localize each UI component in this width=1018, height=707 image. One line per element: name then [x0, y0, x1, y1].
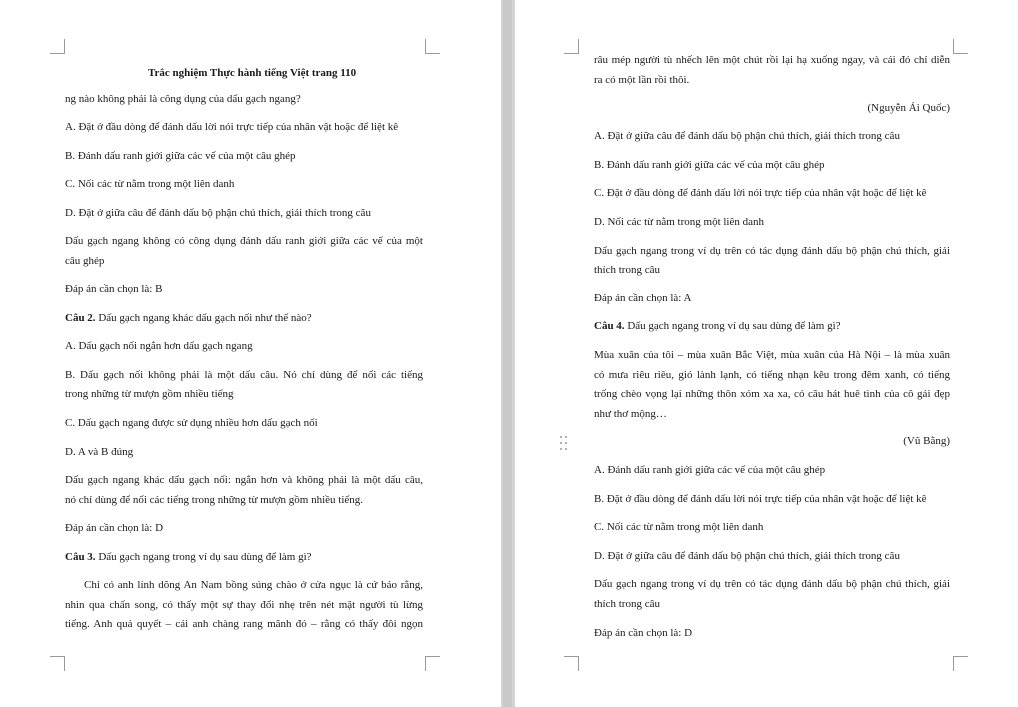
quote-line: ra có một lần rồi thôi. — [594, 74, 690, 86]
question-text: Dấu gạch ngang khác dấu gạch nối như thế nào? — [95, 312, 312, 324]
answer-option: trong những từ mượn gồm nhiều tiếng — [65, 388, 234, 400]
explanation-line: thích trong câu — [594, 598, 660, 610]
answer-key: Đáp án cần chọn là: B — [65, 283, 163, 295]
drag-handle-icon[interactable] — [560, 436, 570, 452]
explanation-line: Dấu gạch ngang khác dấu gạch nối: ngắn hơn và không phải là một dấu câu, — [65, 474, 423, 486]
question-line — [65, 548, 312, 567]
answer-option: A. Đánh dấu ranh giới giữa các vế của một câu ghép — [594, 464, 826, 476]
crop-mark-top-left — [564, 39, 579, 54]
question-number: Câu 4. — [594, 320, 625, 332]
question-line — [594, 317, 841, 336]
answer-option: B. Đánh dấu ranh giới giữa các vế của một câu ghép — [594, 159, 825, 171]
quote-author: (Vũ Bằng) — [903, 435, 950, 447]
answer-option: D. Nối các từ nằm trong một liên danh — [594, 216, 765, 228]
crop-mark-bottom-right — [953, 656, 968, 671]
quote-line: như thơ mộng… — [594, 408, 667, 420]
answer-option: D. Đặt ở giữa câu để đánh dấu bộ phận chú thích, giải thích trong câu — [65, 207, 371, 219]
answer-option: B. Đặt ở đầu dòng để đánh dấu lời nói trực tiếp của nhân vật hoặc để liệt kê — [594, 493, 927, 505]
answer-option: B. Dấu gạch nối không phải là một dấu câu. Nó chỉ dùng để nối các tiếng — [65, 369, 423, 381]
question-text: Dấu gạch ngang trong ví dụ sau dùng để làm gì? — [95, 551, 312, 563]
crop-mark-bottom-right — [425, 656, 440, 671]
quote-author: (Nguyễn Ái Quốc) — [867, 102, 950, 114]
quote-line: nhìn qua chấn song, có thấy một sự thay đổi nhẹ trên nét mặt người tù lừng — [65, 599, 423, 611]
quote-line: râu mép người tù nhếch lên một chút rồi lại hạ xuống ngay, và cái đó chỉ diễn — [594, 54, 950, 66]
answer-option: A. Dấu gạch nối ngắn hơn dấu gạch ngang — [65, 340, 253, 352]
explanation-line: nó chỉ dùng để nối các tiếng trong những từ mượn gồm nhiều tiếng. — [65, 494, 364, 506]
document-page-right — [515, 0, 1018, 707]
page-gutter — [501, 0, 515, 707]
explanation-line: Dấu gạch ngang trong ví dụ trên có tác dụng đánh dấu bộ phận chú thích, giải — [594, 578, 950, 590]
explanation-line: Dấu gạch ngang không có công dụng đánh dấu ranh giới giữa các vế của một — [65, 235, 423, 247]
answer-option: C. Dấu gạch ngang được sử dụng nhiều hơn dấu gạch nối — [65, 417, 318, 429]
answer-option: B. Đánh dấu ranh giới giữa các vế của một câu ghép — [65, 150, 296, 162]
document-title: Trắc nghiệm Thực hành tiếng Việt trang 110 — [148, 67, 357, 79]
answer-option: D. A và B đúng — [65, 446, 134, 458]
answer-option: A. Đặt ở giữa câu để đánh dấu bộ phận chú thích, giải thích trong câu — [594, 130, 900, 142]
answer-option: C. Đặt ở đầu dòng để đánh dấu lời nói trực tiếp của nhân vật hoặc để liệt kê — [594, 187, 927, 199]
crop-mark-bottom-left — [50, 656, 65, 671]
text-line: ng nào không phải là công dụng của dấu gạch ngang? — [65, 93, 301, 105]
explanation-line: thích trong câu — [594, 264, 660, 276]
answer-option: A. Đặt ở đầu dòng để đánh dấu lời nói trực tiếp của nhân vật hoặc để liệt kê — [65, 121, 399, 133]
crop-mark-bottom-left — [564, 656, 579, 671]
crop-mark-top-left — [50, 39, 65, 54]
document-page-left — [0, 0, 501, 707]
question-line — [65, 309, 312, 328]
question-number: Câu 3. — [65, 551, 96, 563]
explanation-line: Dấu gạch ngang trong ví dụ trên có tác dụng đánh dấu bộ phận chú thích, giải — [594, 245, 950, 257]
answer-option: C. Nối các từ nằm trong một liên danh — [65, 178, 235, 190]
answer-key: Đáp án cần chọn là: A — [594, 292, 692, 304]
quote-line: Mùa xuân của tôi – mùa xuân Bắc Việt, mùa xuân của Hà Nội – là mùa xuân — [594, 349, 950, 361]
quote-line: trống chèo vọng lại những thôn xóm xa xa, có câu hát huê tình của cô gái đẹp — [594, 388, 950, 400]
quote-line: có mưa riêu riêu, gió lành lạnh, có tiếng nhạn kêu trong đêm xanh, có tiếng — [594, 369, 950, 381]
answer-option: D. Đặt ở giữa câu để đánh dấu bộ phận chú thích, giải thích trong câu — [594, 550, 900, 562]
question-text: Dấu gạch ngang trong ví dụ sau dùng để làm gì? — [624, 320, 841, 332]
crop-mark-top-right — [425, 39, 440, 54]
explanation-line: câu ghép — [65, 255, 105, 267]
quote-line: tiếng. Anh quả quyết – cái anh chàng rang mãnh đó – rằng có thấy đôi ngọn — [65, 618, 423, 630]
answer-key: Đáp án cần chọn là: D — [65, 522, 164, 534]
crop-mark-top-right — [953, 39, 968, 54]
question-number: Câu 2. — [65, 312, 96, 324]
quote-line: Chỉ có anh lính dõng An Nam bồng súng chào ở cửa ngục là cứ bảo rằng, — [84, 579, 423, 591]
answer-key: Đáp án cần chọn là: D — [594, 627, 693, 639]
answer-option: C. Nối các từ nằm trong một liên danh — [594, 521, 764, 533]
